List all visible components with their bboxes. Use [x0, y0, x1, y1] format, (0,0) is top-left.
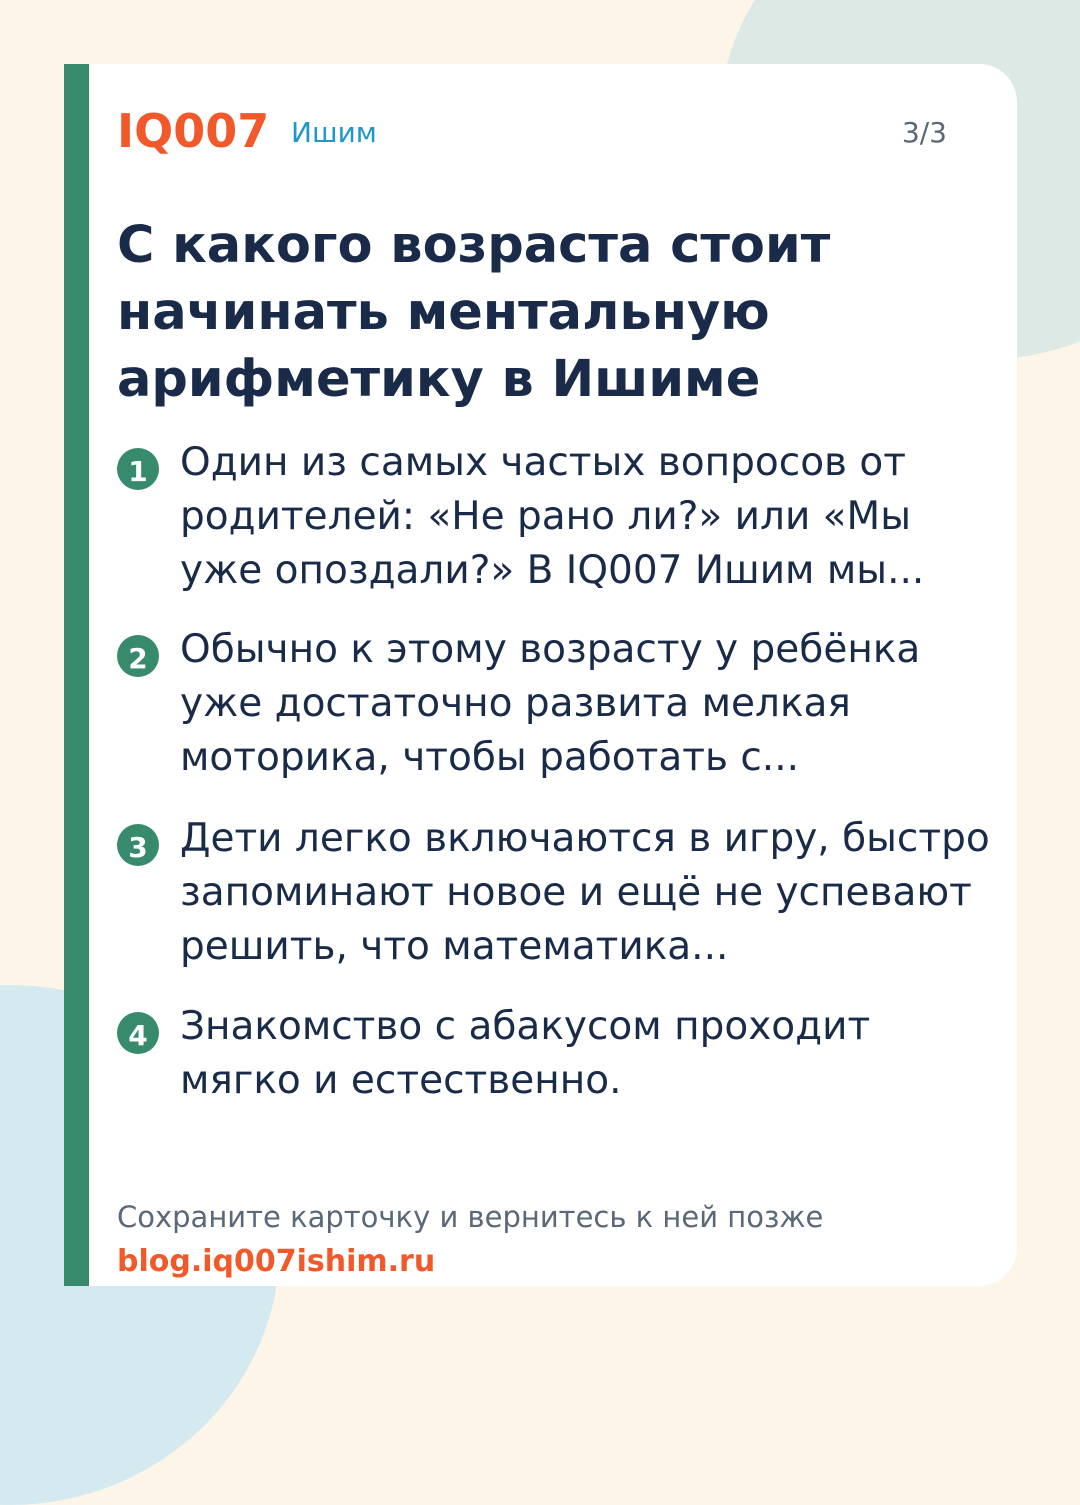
list-item-text: Обычно к этому возрасту у ребёнка уже достаточно развита мелкая моторика, чтобы работать с... — [180, 627, 921, 780]
number-badge: 1 — [117, 448, 159, 490]
list-item — [117, 812, 997, 1000]
page-counter: 3/3 — [901, 116, 947, 149]
list-item-text: Знакомство с абакусом проходит мягко и естественно. — [180, 1004, 871, 1103]
list-item — [117, 623, 997, 812]
list-item-text: Дети легко включаются в игру, быстро запоминают новое и ещё не успевают решить, что математика... — [180, 816, 990, 969]
list-item — [117, 1000, 997, 1108]
footer-note: Сохраните карточку и вернитесь к ней позже — [117, 1200, 824, 1234]
list-item-text: Один из самых частых вопросов от родителей: «Не рано ли?» или «Мы уже опоздали?» В IQ007 Ишим мы... — [180, 440, 925, 593]
number-badge: 3 — [117, 824, 159, 866]
points-list — [117, 436, 997, 1108]
brand-logo-text: IQ007 — [117, 104, 270, 158]
number-badge: 4 — [117, 1012, 159, 1054]
blog-link[interactable]: blog.iq007ishim.ru — [117, 1244, 436, 1279]
content-card — [64, 64, 1017, 1286]
city-label: Ишим — [291, 116, 377, 149]
number-badge: 2 — [117, 635, 159, 677]
card-title: С какого возраста стоит начинать ментальную арифметику в Ишиме — [117, 216, 831, 409]
card-accent-bar — [64, 64, 89, 1286]
list-item — [117, 436, 997, 623]
